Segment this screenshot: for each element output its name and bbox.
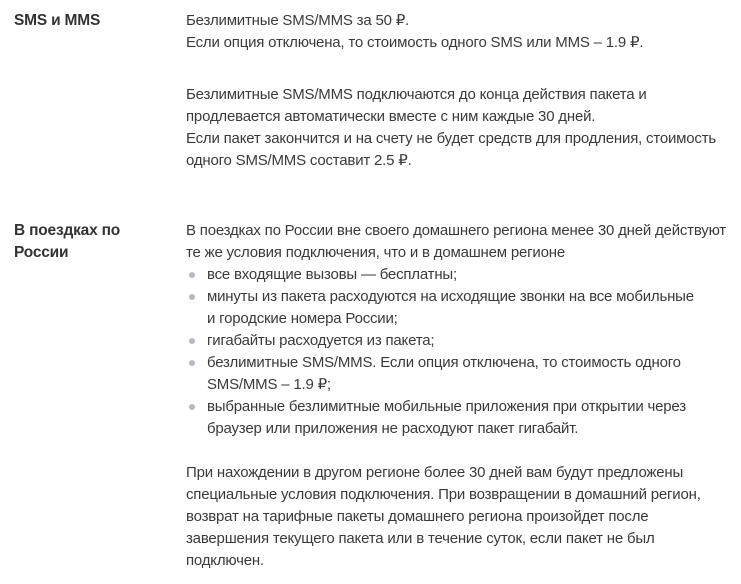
bullet-icon bbox=[189, 404, 195, 410]
text-line: В поездках по России вне своего домашнего региона менее 30 дней действуют bbox=[186, 222, 726, 239]
list-item bbox=[186, 286, 735, 330]
text-line: специальные условия подключения. При возвращении в домашний регион, bbox=[186, 486, 701, 503]
bullet-icon bbox=[189, 294, 195, 300]
list-item bbox=[186, 330, 735, 352]
list-item bbox=[186, 352, 735, 396]
text-line: При нахождении в другом регионе более 30 дней вам будут предложены bbox=[186, 464, 684, 481]
section-travel-russia bbox=[14, 220, 735, 572]
section-content-sms-mms bbox=[186, 10, 735, 172]
list-item-text: гигабайты расходуется из пакета; bbox=[207, 332, 435, 349]
section-sms-mms bbox=[14, 10, 735, 172]
bullet-icon bbox=[189, 272, 195, 278]
paragraph-travel-outro bbox=[186, 462, 735, 572]
section-label-sms-mms: SMS и MMS bbox=[14, 12, 101, 29]
text-line: Если опция отключена, то стоимость одного SMS или MMS – 1.9 ₽. bbox=[186, 34, 644, 51]
section-label-travel-russia: В поездках по России bbox=[14, 222, 121, 261]
list-item-text: минуты из пакета расходуются на исходящие звонки на все мобильные и городские номера России; bbox=[207, 288, 694, 327]
list-item-text: все входящие вызовы — бесплатны; bbox=[207, 266, 457, 283]
section-content-travel-russia bbox=[186, 220, 735, 572]
text-line: Безлимитные SMS/MMS подключаются до конца действия пакета и bbox=[186, 86, 647, 103]
bullet-icon bbox=[189, 338, 195, 344]
list-item-text: выбранные безлимитные мобильные приложения при открытии через браузер или приложения не расходуют пакет гигабайт. bbox=[207, 398, 686, 437]
list-item bbox=[186, 264, 735, 286]
text-line: подключен. bbox=[186, 552, 264, 569]
text-line: продлевается автоматически вместе с ним каждые 30 дней. bbox=[186, 108, 596, 125]
text-line: те же условия подключения, что и в домашнем регионе bbox=[186, 244, 565, 261]
travel-conditions-list bbox=[186, 264, 735, 440]
text-line: возврат на тарифные пакеты домашнего региона произойдет после bbox=[186, 508, 649, 525]
list-item bbox=[186, 396, 735, 440]
paragraph-sms-price bbox=[186, 10, 735, 54]
list-item-text: безлимитные SMS/MMS. Если опция отключена, то стоимость одного SMS/MMS – 1.9 ₽; bbox=[207, 354, 681, 393]
paragraph-sms-renewal bbox=[186, 84, 735, 172]
text-line: Безлимитные SMS/MMS за 50 ₽. bbox=[186, 12, 410, 29]
text-line: одного SMS/MMS составит 2.5 ₽. bbox=[186, 152, 412, 169]
text-line: завершения текущего пакета или в течение суток, если пакет не был bbox=[186, 530, 655, 547]
bullet-icon bbox=[189, 360, 195, 366]
text-line: Если пакет закончится и на счету не будет средств для продления, стоимость bbox=[186, 130, 717, 147]
paragraph-travel-intro bbox=[186, 220, 735, 264]
